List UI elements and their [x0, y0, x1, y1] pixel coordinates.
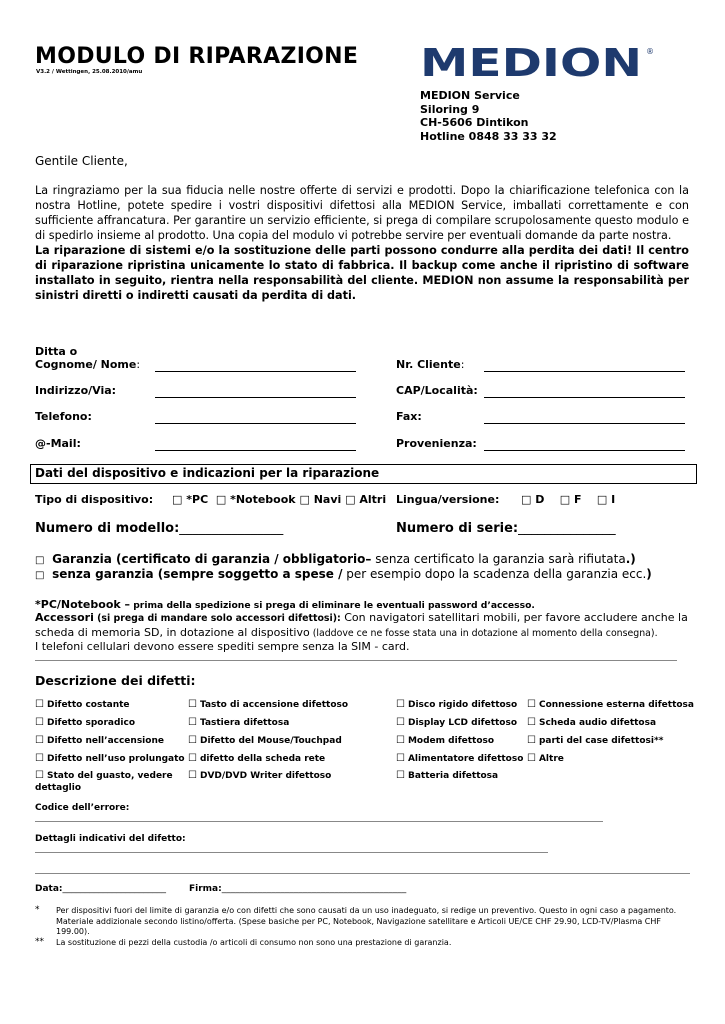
checkbox-navi[interactable]: □ Navi — [299, 493, 342, 506]
divider — [35, 660, 677, 661]
checkbox-pc[interactable]: □ *PC — [172, 493, 209, 506]
defect-power-supply[interactable]: ☐ Alimentatore difettoso — [396, 753, 524, 764]
logo-text: MEDION — [420, 42, 642, 82]
registered-mark: ® — [646, 47, 654, 56]
phone-label: Telefono: — [35, 410, 92, 423]
defect-prolonged-use[interactable]: ☐ Difetto nell’uso prolungato — [35, 753, 185, 764]
version-info: V3.2 / Wettingen, 25.08.2010/amu — [36, 69, 143, 75]
fax-label: Fax: — [396, 410, 422, 423]
defect-constant[interactable]: ☐ Difetto costante — [35, 699, 130, 710]
pc-notebook-note: *PC/Notebook – prima della spedizione si prega di eliminare le eventuali password d’accesso. — [35, 598, 535, 611]
defect-modem[interactable]: ☐ Modem difettoso — [396, 735, 495, 746]
serial-number-field[interactable]: Numero di serie:_______________ — [396, 521, 616, 536]
defect-details-field-2[interactable] — [35, 873, 690, 874]
address-field[interactable] — [155, 397, 356, 398]
form-title: MODULO DI RIPARAZIONE — [35, 44, 359, 69]
defect-see-detail[interactable]: ☐ Stato del guasto, vedere dettaglio — [35, 770, 173, 793]
checkbox-altri[interactable]: □ Altri — [345, 493, 387, 506]
defect-case-parts[interactable]: ☐ parti del case difettosi** — [527, 735, 664, 746]
defect-keyboard[interactable]: ☐ Tastiera difettosa — [188, 717, 290, 728]
language-options — [521, 493, 615, 506]
defect-external-connection[interactable]: ☐ Connessione esterna difettosa — [527, 699, 694, 710]
address-label: Indirizzo/Via: — [35, 384, 117, 397]
defect-other[interactable]: ☐ Altre — [527, 753, 564, 764]
defect-power-on[interactable]: ☐ Difetto nell’accensione — [35, 735, 164, 746]
address-line: MEDION Service — [420, 89, 520, 102]
intro-paragraph: La ringraziamo per la sua fiducia nelle nostre offerte di servizi e prodotti. Dopo la chiarificazione telefonica con la nostra Hotline, potete spedire i vostri dispositivi difettosi alla MEDION Service, imballati correttamente e con sufficiente affrancatura. Per garantire un servizio efficiente, si prega di compilare scrupolosamente questo modulo e di spedirlo insieme al prodotto. Una copia del modulo vi potrebbe servire per eventuali domande da parte nostra. — [35, 184, 689, 242]
signature-field[interactable]: Firma:_________________________________________ — [189, 884, 407, 894]
name-field[interactable] — [155, 371, 356, 372]
email-label: @-Mail: — [35, 437, 81, 450]
medion-logo — [420, 42, 660, 82]
model-number-field[interactable]: Numero di modello:________________ — [35, 521, 284, 536]
language-label: Lingua/versione: — [396, 493, 500, 506]
error-code-field[interactable] — [35, 821, 603, 822]
defect-mouse-touchpad[interactable]: ☐ Difetto del Mouse/Touchpad — [188, 735, 342, 746]
customer-number-label: Nr. Cliente: — [396, 358, 465, 371]
error-code-label: Codice dell’errore: — [35, 803, 130, 813]
defect-details-field[interactable] — [35, 852, 548, 853]
footnote-1-text: Per dispositivi fuori del limite di garanzia e/o con difetti che sono causati da un uso inadeguato, si redige un preventivo. Questo in ogni caso a pagamento. Materiale addizionale secondo listino/offerta. (Spese basiche per PC, Notebook, Navigazione satellitare e Articoli UE/CE CHF 29.90, LCD-TV/Plasma CHF 199.00). — [56, 906, 677, 936]
intro-text — [35, 183, 689, 303]
defect-lcd-display[interactable]: ☐ Display LCD difettoso — [396, 717, 518, 728]
accessories-note: Accessori (si prega di mandare solo accessori difettosi): Con navigatori satellitari mobili, per favore accludere anche la scheda di memoria SD, in dotazione al dispositivo (laddove ce ne fosse stata una in dotazione al momento della consegna). I telefoni cellulari devono essere spediti sempre senza la SIM - card. — [35, 611, 688, 653]
phone-field[interactable] — [155, 423, 356, 424]
defect-sporadic[interactable]: ☐ Difetto sporadico — [35, 717, 136, 728]
greeting: Gentile Cliente, — [35, 154, 128, 168]
defect-power-button[interactable]: ☐ Tasto di accensione difettoso — [188, 699, 349, 710]
device-type-label: Tipo di dispositivo: — [35, 493, 154, 506]
city-label: CAP/Località: — [396, 384, 478, 397]
checkbox-lang-f[interactable]: □ F — [559, 493, 582, 506]
fax-field[interactable] — [484, 423, 685, 424]
defects-title: Descrizione dei difetti: — [35, 673, 196, 688]
address-line: Siloring 9 — [420, 102, 480, 116]
company-label: Ditta o — [35, 345, 78, 358]
hotline: Hotline 0848 33 33 32 — [420, 129, 557, 143]
data-loss-warning: La riparazione di sistemi e/o la sostituzione delle parti possono condurre alla perdita dei dati! Il centro di riparazione ripristina unicamente lo stato di fabbrica. Il backup come anche il ripristino di software installato in seguito, rientra nella responsabilità del cliente. MEDION non assume la responsabilità per sinistri diretti o indiretti causati da perdita di dati. — [35, 244, 689, 302]
address-line: CH-5606 Dintikon — [420, 116, 529, 129]
defect-details-label: Dettagli indicativi del difetto: — [35, 834, 186, 844]
checkbox-lang-i[interactable]: □ I — [596, 493, 616, 506]
device-section-title: Dati del dispositivo e indicazioni per la riparazione — [35, 466, 380, 480]
warranty-option[interactable]: □ Garanzia (certificato di garanzia / obbligatorio– senza certificato la garanzia sarà rifiutata.) — [35, 552, 636, 566]
no-warranty-option[interactable]: □ senza garanzia (sempre soggetto a spese / per esempio dopo la scadenza della garanzia ecc.) — [35, 567, 652, 581]
defect-battery[interactable]: ☐ Batteria difettosa — [396, 770, 499, 781]
checkbox-lang-d[interactable]: □ D — [521, 493, 545, 506]
footnote-2-text: La sostituzione di pezzi della custodia /o articoli di consumo non sono una prestazione di garanzia. — [56, 938, 452, 947]
origin-field[interactable] — [484, 450, 685, 451]
defect-sound-card[interactable]: ☐ Scheda audio difettosa — [527, 717, 657, 728]
defect-dvd-writer[interactable]: ☐ DVD/DVD Writer difettoso — [188, 770, 332, 781]
city-field[interactable] — [484, 397, 685, 398]
footnote-2-symbol: ** — [35, 937, 44, 947]
name-label: Cognome/ Nome: — [35, 358, 141, 371]
date-field[interactable]: Data:_______________________ — [35, 884, 167, 894]
origin-label: Provenienza: — [396, 437, 477, 450]
service-address — [420, 89, 557, 143]
no-warranty-checkbox: □ — [35, 570, 45, 581]
footnote-1-symbol: * — [35, 905, 40, 915]
customer-number-field[interactable] — [484, 371, 685, 372]
checkbox-notebook[interactable]: □ *Notebook — [215, 493, 296, 506]
defect-hard-disk[interactable]: ☐ Disco rigido difettoso — [396, 699, 518, 710]
email-field[interactable] — [155, 450, 356, 451]
warranty-checkbox: □ — [35, 555, 45, 566]
device-type-options — [172, 493, 386, 506]
defect-network-card[interactable]: ☐ difetto della scheda rete — [188, 753, 326, 764]
